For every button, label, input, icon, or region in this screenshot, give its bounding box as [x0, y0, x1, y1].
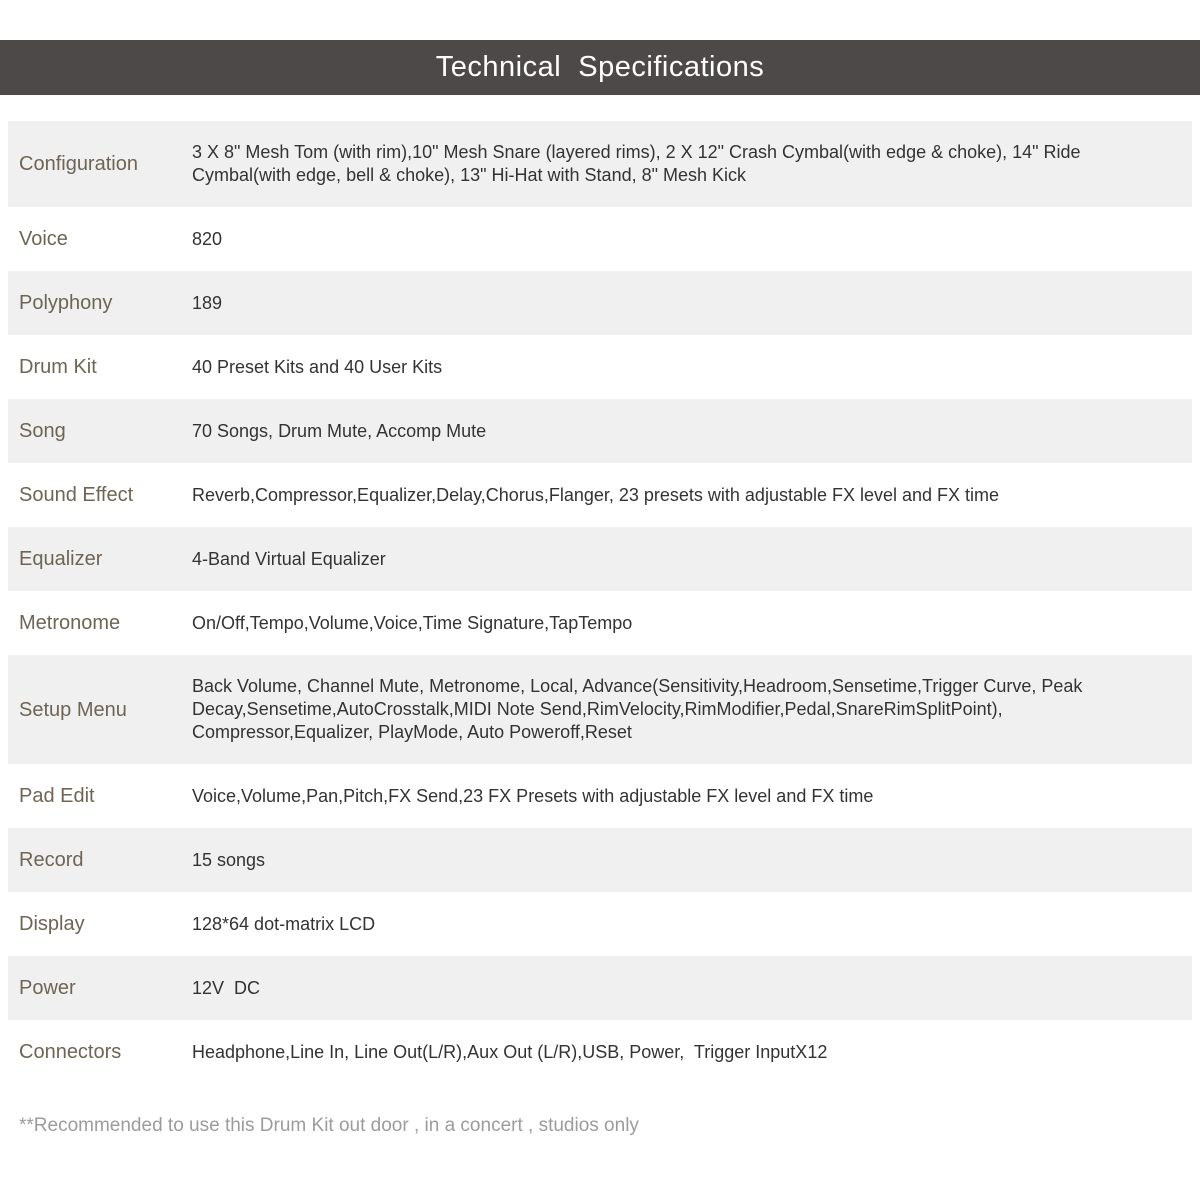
spec-row	[8, 121, 1192, 207]
spec-label: Drum Kit	[19, 356, 97, 378]
spec-value: 70 Songs, Drum Mute, Accomp Mute	[192, 420, 487, 441]
spec-label: Pad Edit	[19, 785, 95, 807]
spec-label: Configuration	[19, 153, 138, 175]
spec-row	[8, 527, 1192, 591]
spec-row	[8, 828, 1192, 892]
spec-value: Reverb,Compressor,Equalizer,Delay,Chorus,Flanger, 23 presets with adjustable FX level and FX time	[192, 484, 1000, 505]
spec-value: 3 X 8" Mesh Tom (with rim),10" Mesh Snare (layered rims), 2 X 12" Crash Cymbal(with edge & choke), 14" Ride Cymbal(with edge, bell & choke), 13" Hi-Hat with Stand, 8" Mesh Kick	[192, 142, 1086, 185]
spec-value: Voice,Volume,Pan,Pitch,FX Send,23 FX Presets with adjustable FX level and FX time	[192, 785, 874, 806]
spec-row	[8, 1020, 1192, 1084]
spec-label: Display	[19, 913, 85, 935]
spec-label: Polyphony	[19, 292, 113, 314]
spec-row	[8, 956, 1192, 1020]
spec-label: Equalizer	[19, 548, 103, 570]
spec-row	[8, 463, 1192, 527]
footnote: **Recommended to use this Drum Kit out door , in a concert , studios only	[19, 1115, 639, 1136]
spec-row	[8, 591, 1192, 655]
spec-label: Record	[19, 849, 84, 871]
spec-value: 15 songs	[192, 849, 266, 870]
spec-value: 189	[192, 292, 223, 313]
spec-value: 820	[192, 228, 223, 249]
spec-label: Power	[19, 977, 76, 999]
spec-table	[8, 121, 1192, 1084]
spec-row	[8, 207, 1192, 271]
spec-label: Setup Menu	[19, 698, 127, 721]
spec-value: 40 Preset Kits and 40 User Kits	[192, 356, 443, 377]
spec-value: Headphone,Line In, Line Out(L/R),Aux Out (L/R),USB, Power, Trigger InputX12	[192, 1041, 828, 1062]
spec-row	[8, 892, 1192, 956]
spec-label: Song	[19, 420, 66, 442]
spec-label: Metronome	[19, 612, 121, 634]
spec-row	[8, 655, 1192, 764]
spec-value: 128*64 dot-matrix LCD	[192, 913, 376, 934]
spec-row	[8, 271, 1192, 335]
spec-value: Back Volume, Channel Mute, Metronome, Local, Advance(Sensitivity,Headroom,Sensetime,Trigger Curve, Peak Decay,Sensetime,AutoCrosstalk,MIDI Note Send,RimVelocity,RimModifier,Pedal,SnareRimSplitPoint), Compressor,Equalizer, PlayMode, Auto Poweroff,Reset	[192, 676, 1088, 742]
spec-row	[8, 399, 1192, 463]
spec-row	[8, 335, 1192, 399]
spec-value: On/Off,Tempo,Volume,Voice,Time Signature,TapTempo	[192, 612, 633, 633]
spec-label: Connectors	[19, 1041, 122, 1063]
spec-label: Sound Effect	[19, 484, 134, 506]
spec-value: 4-Band Virtual Equalizer	[192, 548, 386, 569]
page-title: Technical Specifications	[435, 51, 765, 83]
spec-value: 12V DC	[192, 977, 261, 998]
spec-row	[8, 764, 1192, 828]
title-bar	[0, 40, 1200, 95]
spec-label: Voice	[19, 228, 68, 250]
